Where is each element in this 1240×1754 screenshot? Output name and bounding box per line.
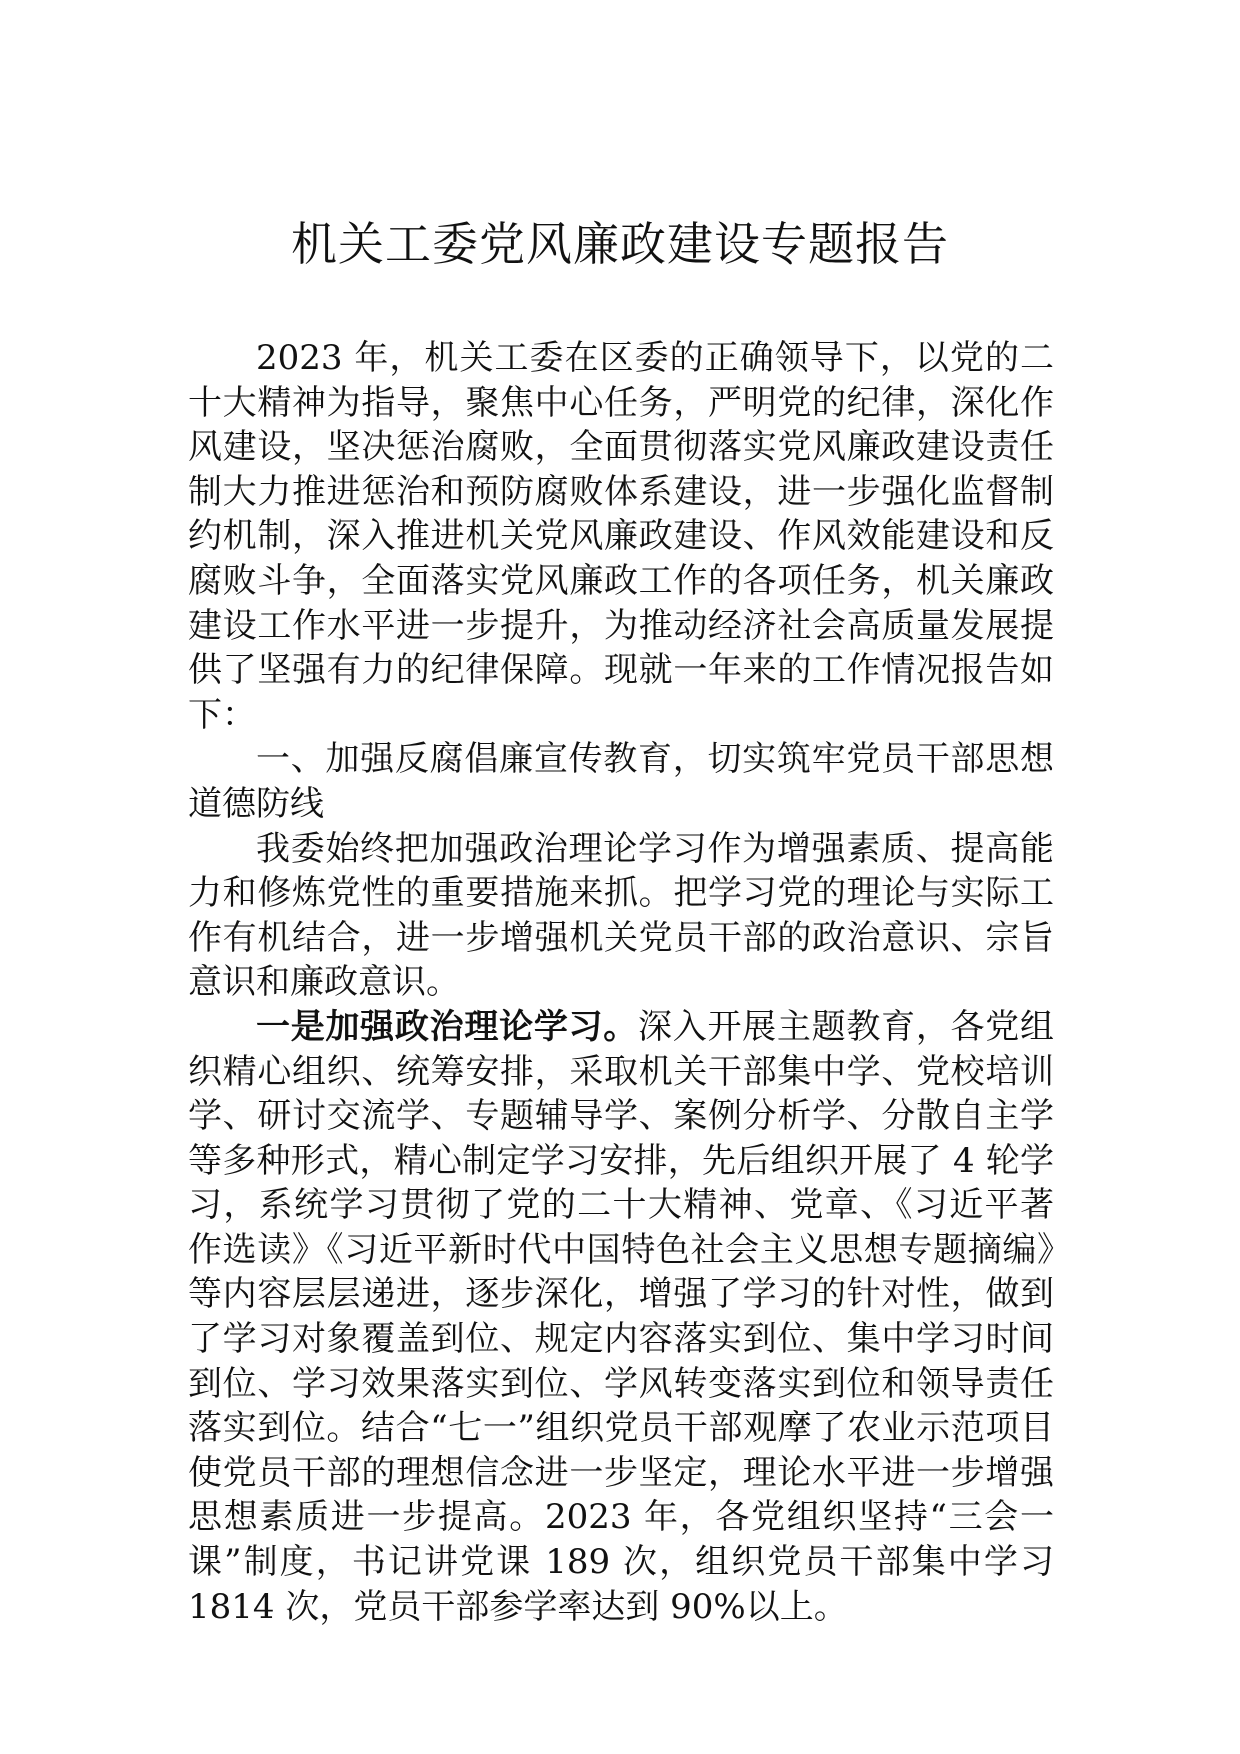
section-heading-1: 一、加强反腐倡廉宣传教育，切实筑牢党员干部思想道德防线 bbox=[188, 739, 1054, 824]
item-1-paragraph bbox=[188, 1005, 1054, 1629]
section-1-intro-paragraph: 我委始终把加强政治理论学习作为增强素质、提高能力和修炼党性的重要措施来抓。把学习党的理论与实际工作有机结合，进一步增强机关党员干部的政治意识、宗旨意识和廉政意识。 bbox=[188, 828, 1054, 1003]
document-body bbox=[188, 336, 1054, 1629]
intro-paragraph: 2023 年，机关工委在区委的正确领导下，以党的二十大精神为指导，聚焦中心任务，严明党的纪律，深化作风建设，坚决惩治腐败，全面贯彻落实党风廉政建设责任制大力推进惩治和预防腐败体系建设，进一步强化监督制约机制，深入推进机关党风廉政建设、作风效能建设和反腐败斗争，全面落实党风廉政工作的各项任务，机关廉政建设工作水平进一步提升，为推动经济社会高质量发展提供了坚强有力的纪律保障。现就一年来的工作情况报告如下： bbox=[188, 338, 1054, 735]
item-1-lead: 一是加强政治理论学习。 bbox=[256, 1006, 638, 1047]
item-1-body: 深入开展主题教育，各党组织精心组织、统筹安排，采取机关干部集中学、党校培训学、研讨交流学、专题辅导学、案例分析学、分散自主学等多种形式，精心制定学习安排，先后组织开展了 4 轮学习，系统学习贯彻了党的二十大精神、党章、《习近平著作选读》《习近平新时代中国特色社会主义思想专题摘编》等内容层层递进，逐步深化，增强了学习的针对性，做到了学习对象覆盖到位、规定内容落实到位、集中学习时间到位、学习效果落实到位、学风转变落实到位和领导责任落实到位。结合“七一”组织党员干部观摩了农业示范项目使党员干部的理想信念进一步坚定，理论水平进一步增强思想素质进一步提高。2023 年，各党组织坚持“三会一课”制度，书记讲党课 189 次，组织党员干部集中学习 1814 次，党员干部参学率达到 90%以上。 bbox=[188, 1006, 1054, 1627]
document-title: 机关工委党风廉政建设专题报告 bbox=[291, 217, 949, 271]
